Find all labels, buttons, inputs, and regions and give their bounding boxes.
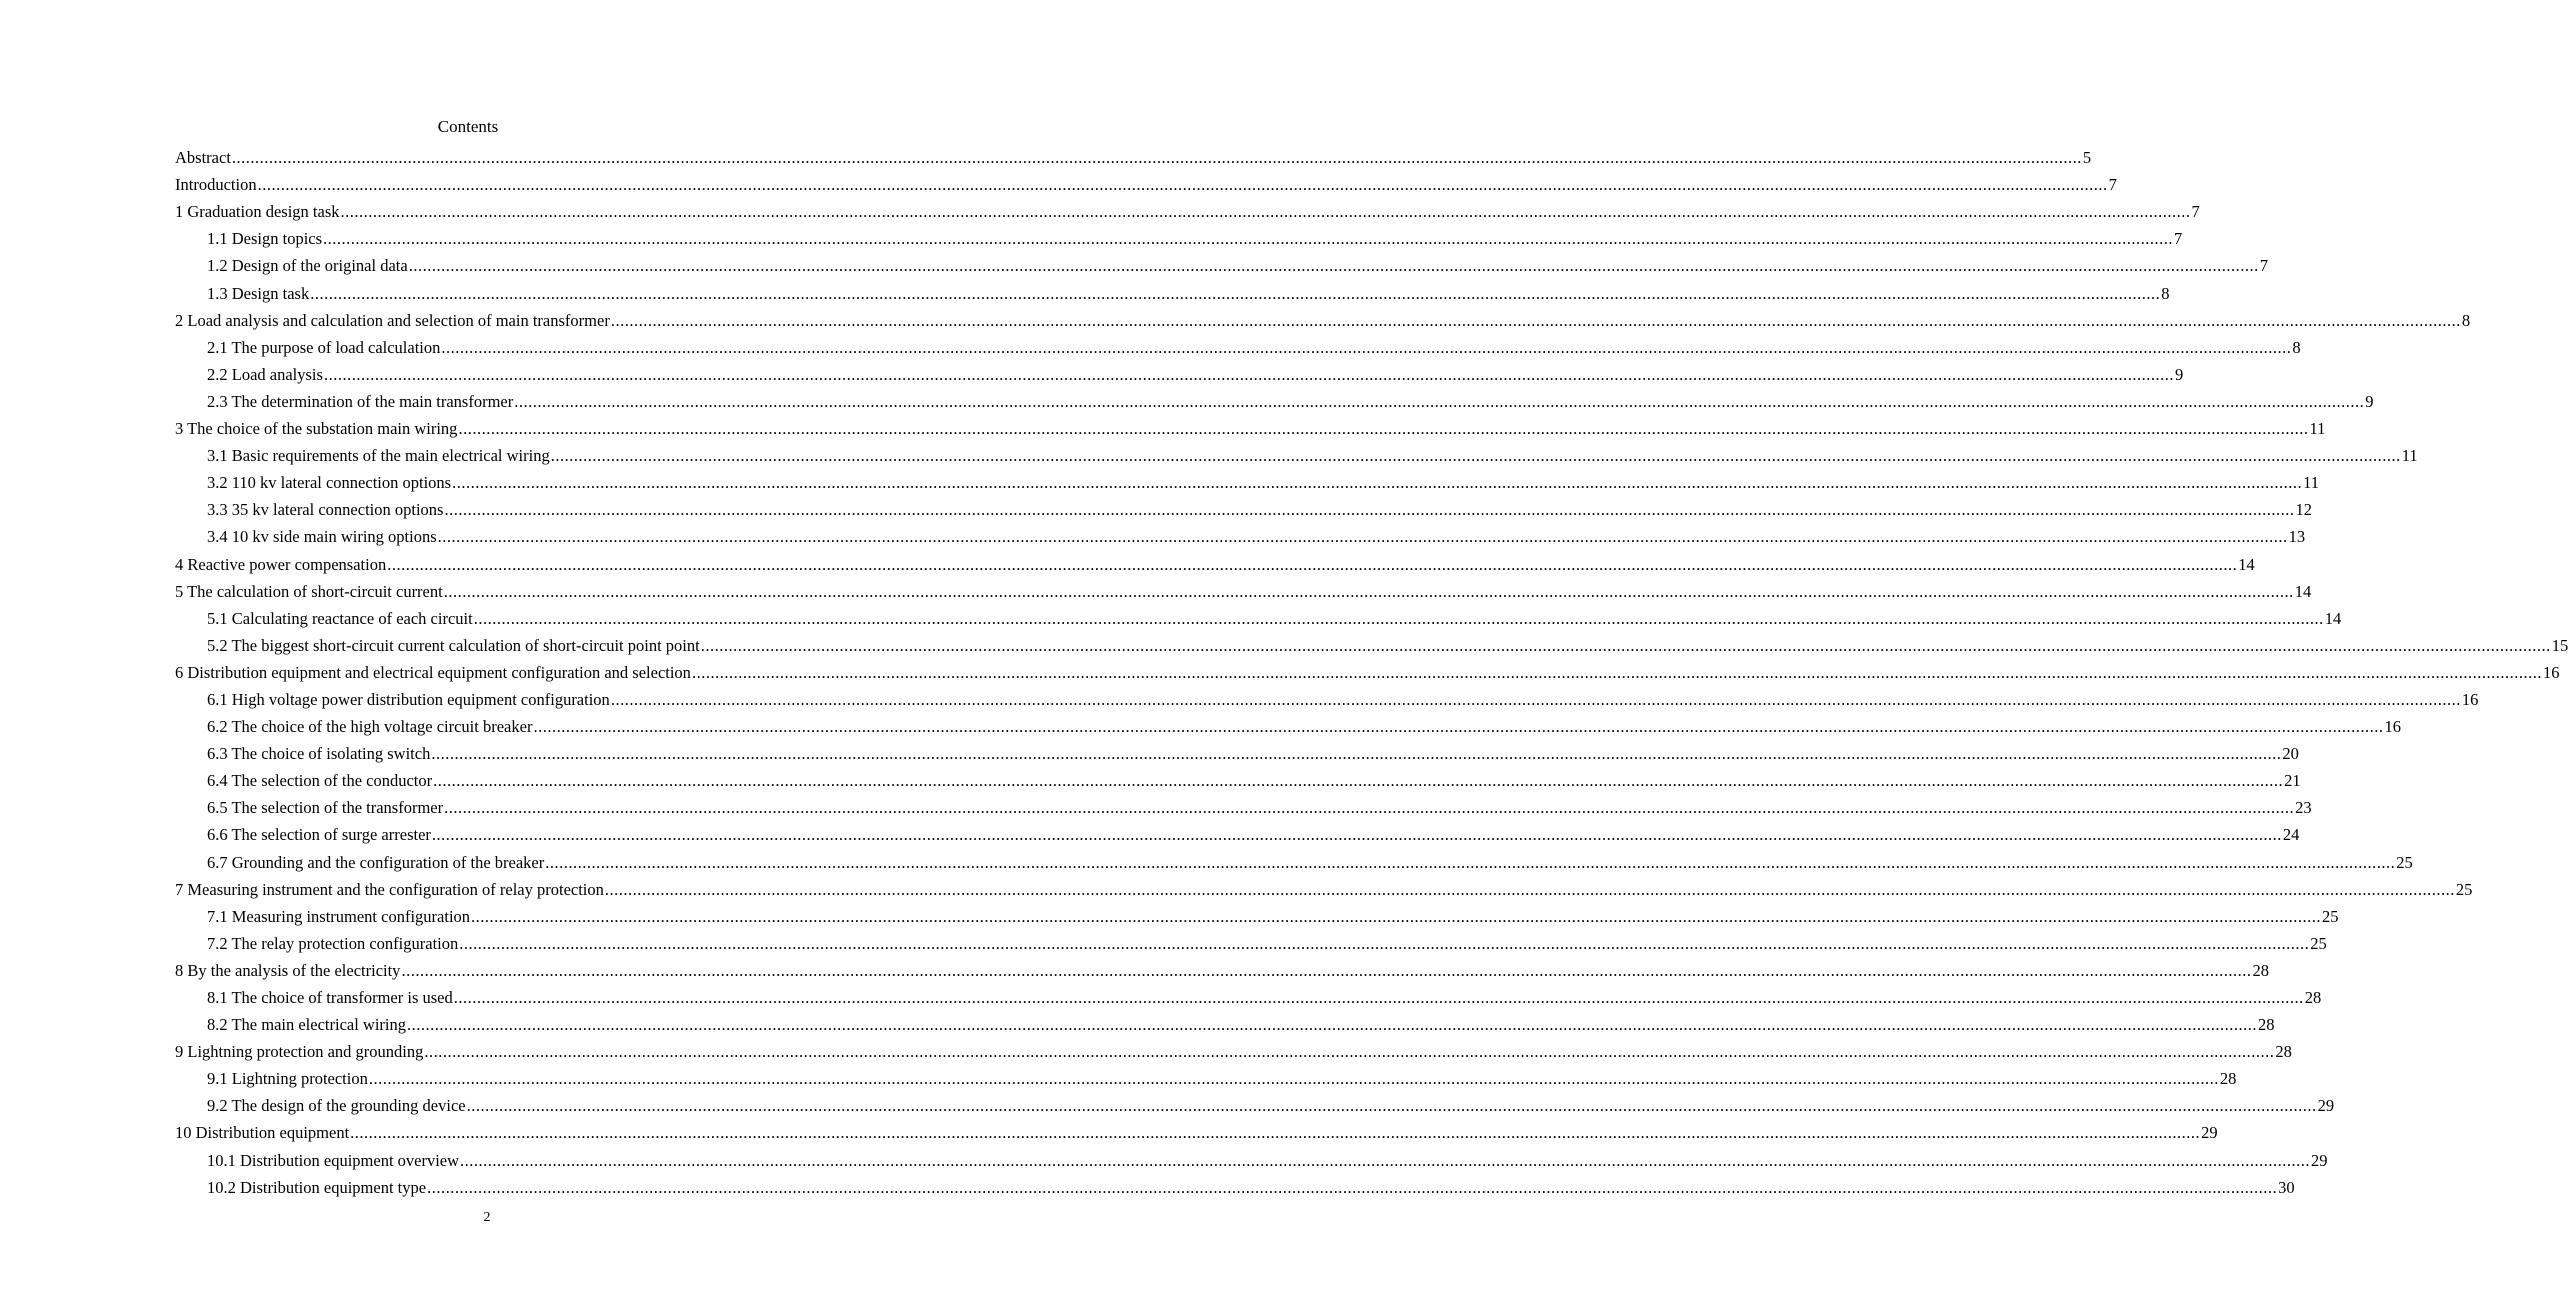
toc-entry-title: 6.4 The selection of the conductor — [207, 771, 433, 791]
toc-entry-title: 3.2 110 kv lateral connection options — [207, 473, 452, 493]
toc-dot-leader: ................................................................................................................................................................................................................................................................................................................................................................................................................ — [550, 446, 2401, 466]
toc-dot-leader: ................................................................................................................................................................................................................................................................................................................................................................................................................ — [545, 852, 2396, 872]
toc-entry-page: 14 — [2294, 581, 2312, 601]
toc-dot-leader: ................................................................................................................................................................................................................................................................................................................................................................................................................ — [691, 662, 2542, 682]
toc-entry[interactable] — [175, 141, 2092, 168]
toc-dot-leader: ................................................................................................................................................................................................................................................................................................................................................................................................................ — [323, 364, 2174, 384]
toc-entry-page: 14 — [2238, 554, 2255, 574]
toc-dot-leader: ................................................................................................................................................................................................................................................................................................................................................................................................................ — [431, 744, 2282, 764]
toc-entry[interactable] — [175, 520, 2306, 547]
toc-dot-leader: ................................................................................................................................................................................................................................................................................................................................................................................................................ — [533, 717, 2384, 737]
toc-dot-leader: ................................................................................................................................................................................................................................................................................................................................................................................................................ — [452, 473, 2303, 493]
toc-entry-title: 6.2 The choice of the high voltage circuit breaker — [207, 717, 533, 737]
toc-entry-title: 5.2 The biggest short-circuit current calculation of short-circuit point point — [207, 635, 700, 655]
toc-dot-leader: ................................................................................................................................................................................................................................................................................................................................................................................................................ — [387, 554, 2238, 574]
toc-dot-leader: ................................................................................................................................................................................................................................................................................................................................................................................................................ — [437, 527, 2288, 547]
toc-entry-page: 28 — [2275, 1042, 2292, 1062]
toc-entry-title: 1.2 Design of the original data — [207, 256, 408, 276]
toc-entry-title: 5.1 Calculating reactance of each circuit — [207, 608, 473, 628]
toc-entry-page: 30 — [2278, 1177, 2295, 1197]
toc-entry[interactable] — [175, 222, 2183, 249]
toc-entry-page: 25 — [2310, 933, 2327, 953]
toc-dot-leader: ................................................................................................................................................................................................................................................................................................................................................................................................................ — [433, 771, 2284, 791]
toc-entry-title: 3.1 Basic requirements of the main electrical wiring — [207, 446, 550, 466]
toc-entry-title: 9 Lightning protection and grounding — [175, 1042, 424, 1062]
toc-entry-title: 10.2 Distribution equipment type — [207, 1177, 427, 1197]
toc-dot-leader: ................................................................................................................................................................................................................................................................................................................................................................................................................ — [471, 906, 2322, 926]
toc-entry-title: 3.3 35 kv lateral connection options — [207, 500, 444, 520]
toc-entry[interactable] — [175, 1143, 2328, 1170]
toc-dot-leader: ................................................................................................................................................................................................................................................................................................................................................................................................................ — [441, 337, 2292, 357]
toc-entry-page: 9 — [2174, 364, 2184, 384]
toc-dot-leader: ................................................................................................................................................................................................................................................................................................................................................................................................................ — [610, 689, 2461, 709]
toc-entry[interactable] — [175, 818, 2300, 845]
page-number: 2 — [483, 1210, 491, 1225]
toc-entry[interactable] — [175, 656, 2560, 683]
toc-entry[interactable] — [175, 331, 2301, 358]
toc-entry-title: 6 Distribution equipment and electrical equipment configuration and selection — [175, 662, 691, 682]
toc-entry[interactable] — [175, 493, 2312, 520]
page-title: Contents — [437, 117, 499, 136]
toc-dot-leader: ................................................................................................................................................................................................................................................................................................................................................................................................................ — [459, 933, 2310, 953]
toc-entry-page: 28 — [2219, 1069, 2237, 1089]
toc-entry-title: 4 Reactive power compensation — [175, 554, 387, 574]
toc-entry[interactable] — [175, 791, 2312, 818]
toc-dot-leader: ................................................................................................................................................................................................................................................................................................................................................................................................................ — [340, 202, 2191, 222]
toc-dot-leader: ................................................................................................................................................................................................................................................................................................................................................................................................................ — [427, 1177, 2278, 1197]
toc-entry[interactable] — [175, 602, 2342, 629]
toc-entry[interactable] — [175, 764, 2301, 791]
toc-entry-page: 20 — [2282, 744, 2299, 764]
toc-entry-page: 25 — [2396, 852, 2413, 872]
toc-dot-leader: ................................................................................................................................................................................................................................................................................................................................................................................................................ — [231, 148, 2082, 168]
toc-entry-page: 7 — [2174, 229, 2183, 249]
toc-entry[interactable] — [175, 845, 2413, 872]
toc-entry[interactable] — [175, 249, 2268, 276]
toc-entry-title: 9.2 The design of the grounding device — [207, 1096, 466, 1116]
toc-entry[interactable] — [175, 466, 2319, 493]
toc-entry-title: 10 Distribution equipment — [175, 1123, 350, 1143]
toc-dot-leader: ................................................................................................................................................................................................................................................................................................................................................................................................................ — [473, 608, 2324, 628]
toc-entry-title: 9.1 Lightning protection — [207, 1069, 368, 1089]
toc-entry-page: 13 — [2288, 527, 2306, 547]
toc-entry[interactable] — [175, 412, 2326, 439]
toc-entry-title: 3 The choice of the substation main wiring — [175, 419, 458, 439]
toc-entry-page: 5 — [2082, 148, 2092, 168]
toc-entry-title: 1.1 Design topics — [207, 229, 323, 249]
toc-entry-title: 8.1 The choice of transformer is used — [207, 988, 453, 1007]
toc-dot-leader: ................................................................................................................................................................................................................................................................................................................................................................................................................ — [700, 635, 2551, 655]
toc-dot-leader: ................................................................................................................................................................................................................................................................................................................................................................................................................ — [310, 283, 2161, 303]
toc-entry-title: 6.1 High voltage power distribution equipment configuration — [207, 689, 610, 709]
toc-dot-leader: ................................................................................................................................................................................................................................................................................................................................................................................................................ — [443, 581, 2294, 601]
toc-entry[interactable] — [175, 358, 2184, 385]
toc-entry-title: Introduction — [175, 175, 257, 195]
toc-entry[interactable] — [175, 168, 2117, 195]
toc-dot-leader: ................................................................................................................................................................................................................................................................................................................................................................................................................ — [401, 960, 2252, 980]
toc-entry[interactable] — [175, 683, 2479, 710]
toc-entry-title: 7.2 The relay protection configuration — [207, 933, 459, 953]
toc-entry-page: 25 — [2322, 906, 2339, 926]
toc-entry[interactable] — [175, 304, 2471, 331]
toc-entry-page: 12 — [2295, 500, 2312, 520]
toc-entry-page: 11 — [2309, 419, 2326, 439]
toc-entry-title: 6.5 The selection of the transformer — [207, 798, 444, 818]
toc-entry-page: 28 — [2252, 960, 2269, 980]
toc-entry[interactable] — [175, 981, 2322, 1008]
toc-entry-title: 1 Graduation design task — [175, 202, 340, 222]
toc-entry-page: 8 — [2292, 337, 2301, 357]
toc-entry[interactable] — [175, 547, 2255, 574]
toc-entry-title: 2.1 The purpose of load calculation — [207, 337, 441, 357]
toc-entry-page: 16 — [2542, 662, 2560, 682]
toc-entry-page: 14 — [2324, 608, 2342, 628]
toc-entry-page: 28 — [2304, 988, 2322, 1007]
toc-entry-page: 11 — [2401, 446, 2418, 466]
toc-entry[interactable] — [175, 873, 2473, 900]
toc-entry-page: 16 — [2461, 689, 2479, 709]
toc-dot-leader: ................................................................................................................................................................................................................................................................................................................................................................................................................ — [458, 419, 2309, 439]
toc-entry-page: 23 — [2295, 798, 2312, 818]
toc-entry-page: 9 — [2365, 391, 2374, 411]
toc-entry-page: 11 — [2303, 473, 2319, 493]
toc-entry[interactable] — [175, 276, 2170, 303]
toc-dot-leader: ................................................................................................................................................................................................................................................................................................................................................................................................................ — [257, 175, 2108, 195]
toc-entry-title: 7.1 Measuring instrument configuration — [207, 906, 471, 926]
toc-entry-page: 7 — [2191, 202, 2200, 222]
toc-dot-leader: ................................................................................................................................................................................................................................................................................................................................................................................................................ — [444, 798, 2295, 818]
toc-entry[interactable] — [175, 1089, 2335, 1116]
toc-dot-leader: ................................................................................................................................................................................................................................................................................................................................................................................................................ — [514, 391, 2365, 411]
toc-entry-title: 8 By the analysis of the electricity — [175, 960, 401, 980]
toc-dot-leader: ................................................................................................................................................................................................................................................................................................................................................................................................................ — [407, 1015, 2257, 1035]
toc-entry-title: 1.3 Design task — [207, 283, 310, 303]
toc-entry[interactable] — [175, 954, 2269, 981]
toc-entry-page: 16 — [2384, 717, 2401, 737]
toc-dot-leader: ................................................................................................................................................................................................................................................................................................................................................................................................................ — [453, 988, 2304, 1007]
toc-dot-leader: ................................................................................................................................................................................................................................................................................................................................................................................................................ — [408, 256, 2259, 276]
toc-entry-title: 5 The calculation of short-circuit current — [175, 581, 443, 601]
toc-entry-page: 7 — [2259, 256, 2268, 276]
toc-entry-page: 28 — [2258, 1015, 2275, 1035]
toc-entry[interactable] — [175, 737, 2299, 764]
toc-entry-page: 7 — [2108, 175, 2117, 195]
toc-dot-leader: ................................................................................................................................................................................................................................................................................................................................................................................................................ — [431, 825, 2282, 845]
toc-dot-leader: ................................................................................................................................................................................................................................................................................................................................................................................................................ — [444, 500, 2295, 520]
toc-entry[interactable] — [175, 1116, 2218, 1143]
toc-dot-leader: ................................................................................................................................................................................................................................................................................................................................................................................................................ — [323, 229, 2174, 249]
toc-entry-title: 2 Load analysis and calculation and selection of main transformer — [175, 310, 610, 330]
toc-entry-page: 24 — [2282, 825, 2300, 845]
toc-entry[interactable] — [175, 710, 2401, 737]
toc-entry-title: 3.4 10 kv side main wiring options — [207, 527, 437, 547]
toc-entry[interactable] — [175, 629, 2568, 656]
toc-dot-leader: ................................................................................................................................................................................................................................................................................................................................................................................................................ — [466, 1096, 2317, 1116]
toc-entry-title: 6.6 The selection of surge arrester — [207, 825, 431, 845]
toc-entry-page: 8 — [2461, 310, 2471, 330]
toc-entry-page: 15 — [2551, 635, 2568, 655]
toc-entry-page: 25 — [2455, 879, 2473, 899]
toc-entry-title: 7 Measuring instrument and the configuration of relay protection — [175, 879, 604, 899]
toc-entry-title: 10.1 Distribution equipment overview — [207, 1150, 460, 1170]
toc-entry[interactable] — [175, 575, 2312, 602]
toc-dot-leader: ................................................................................................................................................................................................................................................................................................................................................................................................................ — [460, 1150, 2311, 1170]
toc-entry[interactable] — [175, 1171, 2295, 1198]
toc-dot-leader: ................................................................................................................................................................................................................................................................................................................................................................................................................ — [604, 879, 2455, 899]
toc-dot-leader: ................................................................................................................................................................................................................................................................................................................................................................................................................ — [610, 310, 2461, 330]
toc-entry-title: 6.7 Grounding and the configuration of the breaker — [207, 852, 545, 872]
toc-entry-page: 8 — [2161, 283, 2170, 303]
toc-entry-title: Abstract — [175, 148, 231, 168]
toc-entry[interactable] — [175, 439, 2418, 466]
toc-entry-title: 2.2 Load analysis — [207, 364, 323, 384]
toc-dot-leader: ................................................................................................................................................................................................................................................................................................................................................................................................................ — [350, 1123, 2201, 1143]
toc-entry[interactable] — [175, 1062, 2237, 1089]
toc-entry[interactable] — [175, 900, 2339, 927]
toc-entry-title: 6.3 The choice of isolating switch — [207, 744, 431, 764]
toc-entry-title: 2.3 The determination of the main transformer — [207, 391, 514, 411]
toc-entry-page: 29 — [2317, 1096, 2335, 1116]
toc-entry-page: 29 — [2311, 1150, 2328, 1170]
toc-entry[interactable] — [175, 195, 2200, 222]
toc-dot-leader: ................................................................................................................................................................................................................................................................................................................................................................................................................ — [368, 1069, 2219, 1089]
toc-entry[interactable] — [175, 385, 2374, 412]
toc-entry[interactable] — [175, 1035, 2292, 1062]
toc-dot-leader: ................................................................................................................................................................................................................................................................................................................................................................................................................ — [424, 1042, 2275, 1062]
table-of-contents — [175, 141, 2568, 1198]
toc-entry[interactable] — [175, 1008, 2275, 1035]
toc-entry-page: 21 — [2284, 771, 2301, 791]
toc-entry-title: 8.2 The main electrical wiring — [207, 1015, 406, 1035]
toc-entry-page: 29 — [2201, 1123, 2218, 1143]
toc-entry[interactable] — [175, 927, 2327, 954]
